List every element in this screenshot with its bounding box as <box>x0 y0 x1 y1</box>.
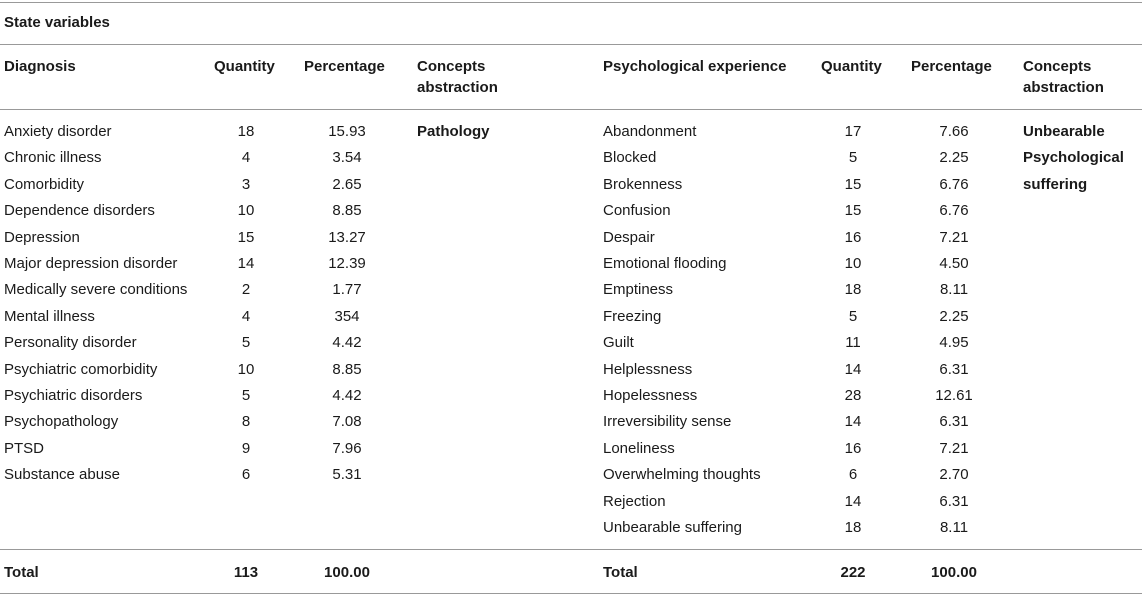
experience-label: Irreversibility sense <box>603 413 732 430</box>
experience-percentage: 6.31 <box>939 413 969 430</box>
header-quantity-right: Quantity <box>821 58 882 75</box>
experience-percentage: 6.76 <box>939 176 969 193</box>
experience-label: Overwhelming thoughts <box>603 466 761 483</box>
header-diagnosis: Diagnosis <box>4 58 76 75</box>
experience-label: Brokenness <box>603 176 683 193</box>
diagnosis-label: Chronic illness <box>4 149 102 166</box>
total-right-quantity: 222 <box>840 564 866 581</box>
header-quantity-left: Quantity <box>214 58 275 75</box>
diagnosis-percentage: 15.93 <box>328 123 366 140</box>
rule-caption <box>0 44 1142 45</box>
rule-bottom <box>0 593 1142 594</box>
experience-quantity: 28 <box>844 387 862 404</box>
total-right-label: Total <box>603 564 638 581</box>
experience-quantity: 16 <box>844 440 862 457</box>
diagnosis-label: Substance abuse <box>4 466 120 483</box>
diagnosis-label: Psychiatric comorbidity <box>4 361 158 378</box>
diagnosis-label: Major depression disorder <box>4 255 178 272</box>
diagnosis-percentage: 5.31 <box>332 466 362 483</box>
diagnosis-label: Depression <box>4 229 80 246</box>
experience-quantity: 18 <box>844 281 862 298</box>
concept-right-line-1: Unbearable <box>1023 123 1105 140</box>
diagnosis-percentage: 8.85 <box>332 361 362 378</box>
experience-percentage: 12.61 <box>935 387 973 404</box>
experience-percentage: 2.70 <box>939 466 969 483</box>
experience-label: Abandonment <box>603 123 697 140</box>
experience-quantity: 16 <box>844 229 862 246</box>
diagnosis-percentage: 7.08 <box>332 413 362 430</box>
experience-label: Rejection <box>603 493 666 510</box>
diagnosis-quantity: 14 <box>237 255 255 272</box>
diagnosis-label: Comorbidity <box>4 176 85 193</box>
experience-quantity: 14 <box>844 361 862 378</box>
diagnosis-quantity: 8 <box>241 413 251 430</box>
header-concepts-right-2: abstraction <box>1023 79 1104 96</box>
diagnosis-label: Anxiety disorder <box>4 123 112 140</box>
experience-label: Despair <box>603 229 655 246</box>
experience-percentage: 7.66 <box>939 123 969 140</box>
experience-label: Emptiness <box>603 281 674 298</box>
diagnosis-percentage: 354 <box>334 308 360 325</box>
experience-label: Loneliness <box>603 440 675 457</box>
diagnosis-quantity: 3 <box>241 176 251 193</box>
diagnosis-label: Medically severe conditions <box>4 281 188 298</box>
experience-percentage: 7.21 <box>939 440 969 457</box>
total-right-percentage: 100.00 <box>931 564 977 581</box>
total-left-label: Total <box>4 564 39 581</box>
header-percentage-right: Percentage <box>911 58 992 75</box>
header-concepts-left-1: Concepts <box>417 58 486 75</box>
experience-quantity: 10 <box>844 255 862 272</box>
concept-pathology: Pathology <box>417 123 490 140</box>
experience-quantity: 14 <box>844 493 862 510</box>
header-percentage-left: Percentage <box>304 58 385 75</box>
experience-percentage: 2.25 <box>939 308 969 325</box>
diagnosis-percentage: 1.77 <box>332 281 362 298</box>
experience-label: Confusion <box>603 202 671 219</box>
concept-right-line-2: Psychological <box>1023 149 1124 166</box>
diagnosis-quantity: 10 <box>237 361 255 378</box>
diagnosis-label: PTSD <box>4 440 45 457</box>
concept-right-line-3: suffering <box>1023 176 1088 193</box>
experience-percentage: 6.76 <box>939 202 969 219</box>
diagnosis-percentage: 2.65 <box>332 176 362 193</box>
diagnosis-quantity: 5 <box>241 387 251 404</box>
experience-percentage: 6.31 <box>939 493 969 510</box>
experience-quantity: 17 <box>844 123 862 140</box>
diagnosis-label: Psychopathology <box>4 413 119 430</box>
experience-percentage: 7.21 <box>939 229 969 246</box>
diagnosis-percentage: 12.39 <box>328 255 366 272</box>
diagnosis-quantity: 10 <box>237 202 255 219</box>
experience-label: Emotional flooding <box>603 255 727 272</box>
experience-quantity: 18 <box>844 519 862 536</box>
experience-label: Blocked <box>603 149 657 166</box>
header-psych-experience: Psychological experience <box>603 58 787 75</box>
experience-label: Freezing <box>603 308 662 325</box>
experience-label: Hopelessness <box>603 387 698 404</box>
diagnosis-percentage: 4.42 <box>332 387 362 404</box>
diagnosis-quantity: 2 <box>241 281 251 298</box>
experience-percentage: 4.95 <box>939 334 969 351</box>
experience-label: Unbearable suffering <box>603 519 742 536</box>
diagnosis-quantity: 4 <box>241 149 251 166</box>
experience-quantity: 15 <box>844 202 862 219</box>
diagnosis-label: Mental illness <box>4 308 95 325</box>
diagnosis-quantity: 9 <box>241 440 251 457</box>
rule-top <box>0 2 1142 3</box>
diagnosis-label: Personality disorder <box>4 334 137 351</box>
rule-header <box>0 109 1142 110</box>
diagnosis-percentage: 4.42 <box>332 334 362 351</box>
diagnosis-percentage: 3.54 <box>332 149 362 166</box>
experience-label: Guilt <box>603 334 634 351</box>
experience-quantity: 11 <box>845 334 861 351</box>
diagnosis-quantity: 4 <box>241 308 251 325</box>
experience-quantity: 5 <box>848 149 858 166</box>
total-left-quantity: 113 <box>233 564 259 581</box>
experience-percentage: 4.50 <box>939 255 969 272</box>
experience-label: Helplessness <box>603 361 693 378</box>
header-concepts-right-1: Concepts <box>1023 58 1092 75</box>
header-concepts-left-2: abstraction <box>417 79 498 96</box>
diagnosis-quantity: 5 <box>241 334 251 351</box>
experience-percentage: 8.11 <box>939 519 969 536</box>
experience-quantity: 14 <box>844 413 862 430</box>
experience-quantity: 5 <box>848 308 858 325</box>
diagnosis-label: Psychiatric disorders <box>4 387 143 404</box>
diagnosis-percentage: 8.85 <box>332 202 362 219</box>
diagnosis-percentage: 7.96 <box>332 440 362 457</box>
table-caption: State variables <box>4 14 110 31</box>
total-left-percentage: 100.00 <box>324 564 370 581</box>
diagnosis-quantity: 15 <box>237 229 255 246</box>
experience-percentage: 2.25 <box>939 149 969 166</box>
diagnosis-quantity: 18 <box>237 123 255 140</box>
experience-percentage: 6.31 <box>939 361 969 378</box>
diagnosis-percentage: 13.27 <box>328 229 366 246</box>
diagnosis-label: Dependence disorders <box>4 202 155 219</box>
rule-body-bottom <box>0 549 1142 550</box>
experience-percentage: 8.11 <box>939 281 969 298</box>
experience-quantity: 15 <box>844 176 862 193</box>
experience-quantity: 6 <box>848 466 858 483</box>
diagnosis-quantity: 6 <box>241 466 251 483</box>
